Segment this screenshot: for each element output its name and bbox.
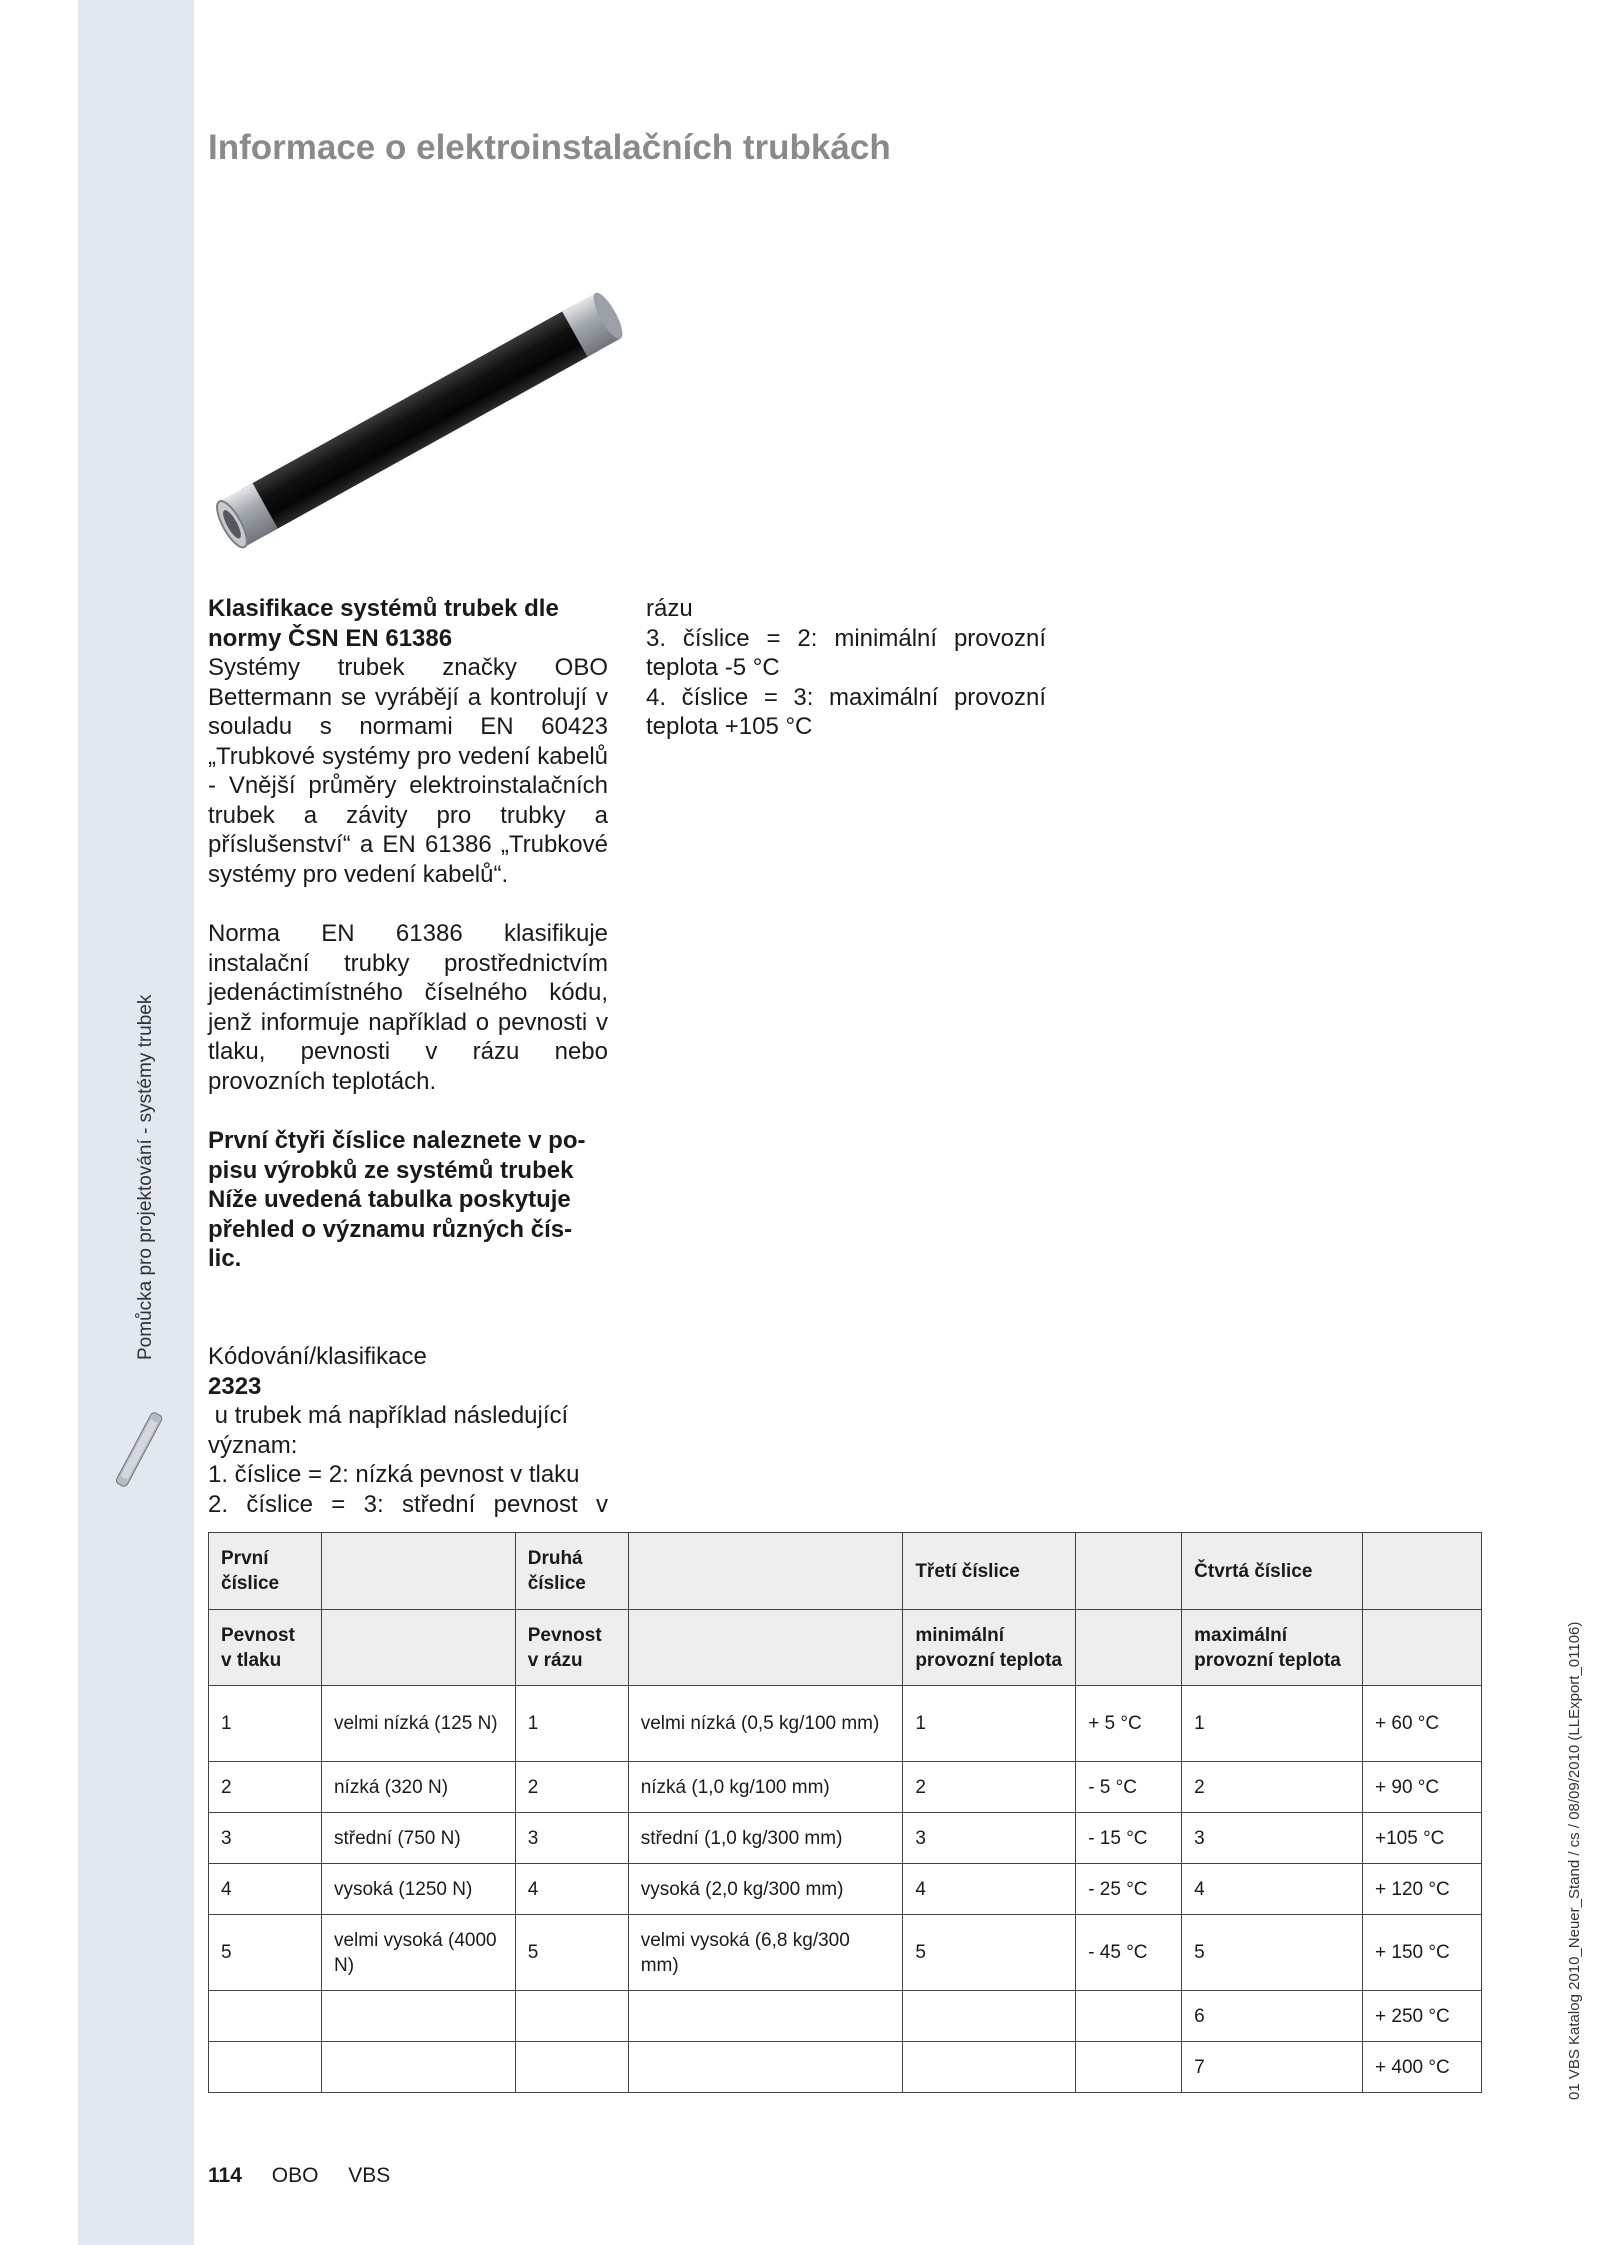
continuation-line: 4. číslice = 3: maximální provozní <box>646 683 1046 711</box>
note-line: přehled o významu různých čís- <box>208 1215 573 1243</box>
table-cell <box>209 1991 322 2042</box>
table-cell: + 250 °C <box>1363 1991 1482 2042</box>
table-row <box>209 2042 1482 2093</box>
table-cell: velmi vysoká (6,8 kg/300 mm) <box>628 1915 903 1991</box>
footer-section: VBS <box>348 2164 391 2187</box>
table-cell: 1 <box>209 1686 322 1762</box>
continuation-line: 3. číslice = 2: minimální provozní <box>646 624 1046 652</box>
coding-example <box>208 1342 608 1519</box>
table-cell <box>1076 2042 1182 2093</box>
table-cell <box>1076 1991 1182 2042</box>
header-cell: Čtvrtá číslice <box>1182 1533 1363 1610</box>
table-cell: 7 <box>1182 2042 1363 2093</box>
table-cell: + 400 °C <box>1363 2042 1482 2093</box>
standard-paragraph: Norma EN 61386 klasifikuje instalační trubky prostřednictvím jedenáctimístného číselného kódu, jenž informuje například o pevnosti v tlaku, pevnosti v rázu nebo provozních teplotách. <box>208 920 608 1095</box>
table-row <box>209 1864 1482 1915</box>
header-cell: minimální provozní teplota <box>903 1610 1076 1686</box>
table-cell <box>515 2042 628 2093</box>
coding-label: Kódování/klasifikace <box>208 1343 427 1370</box>
continuation-line: teplota +105 °C <box>646 713 813 740</box>
table-header-row <box>209 1533 1482 1610</box>
table-cell: 4 <box>515 1864 628 1915</box>
classification-heading <box>208 594 608 889</box>
note-line: pisu výrobků ze systémů trubek <box>208 1156 574 1184</box>
table-row <box>209 1686 1482 1762</box>
header-cell <box>1363 1610 1482 1686</box>
table-cell <box>321 2042 515 2093</box>
note-line: Níže uvedená tabulka poskytuje <box>208 1186 571 1213</box>
table-cell <box>903 1991 1076 2042</box>
table-cell <box>903 2042 1076 2093</box>
coding-code: 2323 <box>208 1372 262 1400</box>
table-cell: 2 <box>209 1762 322 1813</box>
table-cell: 1 <box>1182 1686 1363 1762</box>
coding-continuation-column <box>646 594 1046 742</box>
coding-line: 1. číslice = 2: nízká pevnost v tlaku <box>208 1461 580 1488</box>
table-cell: střední (750 N) <box>321 1813 515 1864</box>
table-cell: nízká (320 N) <box>321 1762 515 1813</box>
header-cell <box>1076 1533 1182 1610</box>
table-cell: 5 <box>903 1915 1076 1991</box>
table-cell: + 60 °C <box>1363 1686 1482 1762</box>
table-cell: - 45 °C <box>1076 1915 1182 1991</box>
digits-note <box>208 1126 608 1274</box>
table-cell: +105 °C <box>1363 1813 1482 1864</box>
coding-line: význam: <box>208 1431 298 1459</box>
classification-intro-column <box>208 594 608 1274</box>
table-cell: 3 <box>1182 1813 1363 1864</box>
table-cell: vysoká (1250 N) <box>321 1864 515 1915</box>
table-cell: - 25 °C <box>1076 1864 1182 1915</box>
coding-line: 2. číslice = 3: střední pevnost v <box>208 1490 608 1518</box>
table-cell: 1 <box>903 1686 1076 1762</box>
table-cell: velmi nízká (125 N) <box>321 1686 515 1762</box>
continuation-line: rázu <box>646 595 693 622</box>
side-section-label: Pomůcka pro projektování - systémy trubek <box>135 994 156 1360</box>
table-cell: + 120 °C <box>1363 1864 1482 1915</box>
header-cell: Pevnost v rázu <box>515 1610 628 1686</box>
note-line: lic. <box>208 1245 242 1272</box>
header-cell: maximální provozní teplota <box>1182 1610 1363 1686</box>
digit-classification-table <box>208 1532 1482 2093</box>
header-cell <box>321 1533 515 1610</box>
table-cell <box>321 1991 515 2042</box>
table-row <box>209 1915 1482 1991</box>
intro-paragraph: Systémy trubek značky OBO Bettermann se vyrábějí a kontrolují v souladu s normami EN 60423 „Trubkové systémy pro vedení kabelů - Vnější průměry elektroinstalačních trubek a závity pro trubky a příslušenství“ a EN 61386 „Trubkové systémy pro vedení kabelů“. <box>208 654 608 888</box>
header-cell: Třetí číslice <box>903 1533 1076 1610</box>
page-number: 114 <box>208 2164 242 2187</box>
conduit-pipe-image <box>200 290 640 555</box>
table-cell <box>628 1991 903 2042</box>
continuation-line: teplota -5 °C <box>646 654 780 681</box>
table-cell: velmi vysoká (4000 N) <box>321 1915 515 1991</box>
header-cell <box>628 1610 903 1686</box>
header-cell: Druhá číslice <box>515 1533 628 1610</box>
table-cell: - 15 °C <box>1076 1813 1182 1864</box>
table-cell: 2 <box>1182 1762 1363 1813</box>
header-cell: Pevnost v tlaku <box>209 1610 322 1686</box>
table-cell: 6 <box>1182 1991 1363 2042</box>
table-cell: 4 <box>209 1864 322 1915</box>
table-cell: 5 <box>515 1915 628 1991</box>
table-cell: vysoká (2,0 kg/300 mm) <box>628 1864 903 1915</box>
catalog-reference-label: 01 VBS Katalog 2010_Neuer_Stand / cs / 08/09/2010 (LLExport_01106) <box>1566 1621 1583 2100</box>
table-cell: 4 <box>903 1864 1076 1915</box>
table-cell: + 150 °C <box>1363 1915 1482 1991</box>
table-cell <box>515 1991 628 2042</box>
table-cell: 3 <box>515 1813 628 1864</box>
page-footer <box>208 2164 414 2188</box>
table-row <box>209 1813 1482 1864</box>
table-row <box>209 1991 1482 2042</box>
footer-brand: OBO <box>271 2164 319 2187</box>
table-cell <box>209 2042 322 2093</box>
coding-line: u trubek má například následující <box>208 1402 569 1429</box>
note-line: První čtyři číslice naleznete v po- <box>208 1127 586 1154</box>
table-cell: 5 <box>209 1915 322 1991</box>
table-cell: velmi nízká (0,5 kg/100 mm) <box>628 1686 903 1762</box>
page-title: Informace o elektroinstalačních trubkách <box>208 128 891 167</box>
table-cell: 2 <box>903 1762 1076 1813</box>
header-cell <box>321 1610 515 1686</box>
header-cell <box>628 1533 903 1610</box>
table-cell: 5 <box>1182 1915 1363 1991</box>
conduit-thumbnail-icon <box>108 1395 172 1510</box>
table-cell: - 5 °C <box>1076 1762 1182 1813</box>
header-cell: První číslice <box>209 1533 322 1610</box>
heading-line: normy ČSN EN 61386 <box>208 624 453 652</box>
heading-line: Klasifikace systémů trubek dle <box>208 595 559 622</box>
table-cell: střední (1,0 kg/300 mm) <box>628 1813 903 1864</box>
table-cell: + 5 °C <box>1076 1686 1182 1762</box>
table-cell: 1 <box>515 1686 628 1762</box>
header-cell <box>1076 1610 1182 1686</box>
table-cell: nízká (1,0 kg/100 mm) <box>628 1762 903 1813</box>
table-row <box>209 1762 1482 1813</box>
table-cell <box>628 2042 903 2093</box>
table-cell: + 90 °C <box>1363 1762 1482 1813</box>
table-header-row <box>209 1610 1482 1686</box>
table-cell: 2 <box>515 1762 628 1813</box>
table-cell: 4 <box>1182 1864 1363 1915</box>
table-cell: 3 <box>903 1813 1076 1864</box>
header-cell <box>1363 1533 1482 1610</box>
table-cell: 3 <box>209 1813 322 1864</box>
